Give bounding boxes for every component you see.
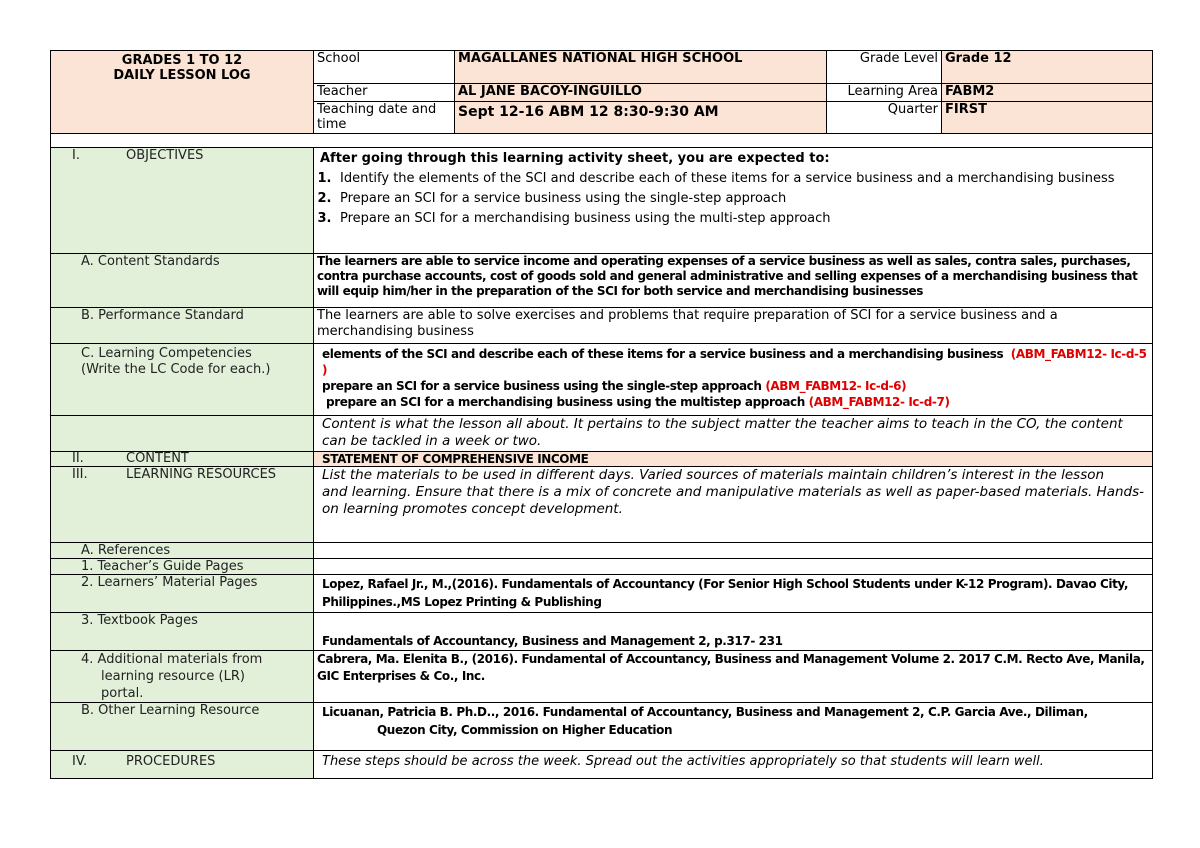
teachers-guide-value [314,559,1153,575]
content-roman: II. [72,451,84,466]
grade-level-value: Grade 12 [942,51,1153,84]
competencies-label-line1: C. Learning Competencies [81,346,252,361]
objectives-intro: After going through this learning activity sheet, you are expected to: [320,151,830,166]
procedures-text: These steps should be across the week. Spread out the activities appropriately so that students will learn well. [314,751,1153,779]
competencies-content [314,344,1153,416]
objectives-list [320,169,1146,229]
competency-code: (ABM_FABM12- Ic-d-6) [765,379,907,393]
learners-material-label: 2. Learners’ Material Pages [51,575,314,613]
content-standards-text: The learners are able to service income and operating expenses of a service business as well as sales, contra sales, purchases, contra purchase accounts, cost of goods sold and general administrative and selling expenses of a merchandising business that will equip him/her in the preparation of the SCI for both service and merchandising businesses [314,254,1153,308]
learning-resources-roman: III. [72,467,88,482]
learning-resources-line1: List the materials to be used in different days. Varied sources of materials maintain children’s interest in the lesson [322,467,1105,483]
objective-item: 1. Identify the elements of the SCI and describe each of these items for a service business and a merchandising business [336,169,1146,189]
lesson-log-table [50,50,1153,779]
teacher-value: AL JANE BACOY-INGUILLO [455,84,827,102]
other-resource-line2: Quezon City, Commission on Higher Education [377,723,673,737]
procedures-roman: IV. [72,754,88,769]
other-resource-label: B. Other Learning Resource [51,703,314,751]
learning-area-label: Learning Area [827,84,942,102]
performance-standard-text: The learners are able to solve exercises and problems that require preparation of SCI for a service business and a merchandising business [314,308,1153,344]
textbook-value: Fundamentals of Accountancy, Business and Management 2, p.317- 231 [314,613,1153,651]
objectives-title: OBJECTIVES [126,148,204,163]
content-note: Content is what the lesson all about. It pertains to the subject matter the teacher aims to teach in the CO, the content can be tackled in a week or two. [314,416,1153,452]
additional-materials-line3: portal. [101,686,144,701]
other-resource-line1: Licuanan, Patricia B. Ph.D.., 2016. Fundamental of Accountancy, Business and Management 2, C.P. Garcia Ave., Diliman, [322,705,1088,719]
log-title-line2: DAILY LESSON LOG [113,68,251,83]
competency-item [322,346,1149,378]
content-title: CONTENT [126,451,189,466]
teachers-guide-label: 1. Teacher’s Guide Pages [51,559,314,575]
procedures-label [51,751,314,779]
log-title-line1: GRADES 1 TO 12 [121,53,243,68]
competencies-label-line2: (Write the LC Code for each.) [81,362,271,377]
quarter-label: Quarter [827,102,942,134]
objective-item: 3. Prepare an SCI for a merchandising business using the multi-step approach [336,209,1146,229]
objective-item: 2. Prepare an SCI for a service business using the single-step approach [336,189,1146,209]
grade-level-label: Grade Level [827,51,942,84]
school-label: School [314,51,455,84]
competency-text: prepare an SCI for a service business using the single-step approach [322,379,762,393]
objectives-roman: I. [72,148,80,163]
competencies-label [51,344,314,416]
content-label [51,452,314,467]
textbook-label: 3. Textbook Pages [51,613,314,651]
learning-resources-title: LEARNING RESOURCES [126,467,277,482]
learners-material-value: Lopez, Rafael Jr., M.,(2016). Fundamentals of Accountancy (For Senior High School Students under K-12 Program). Davao City, Philippines.,MS Lopez Printing & Publishing [314,575,1153,613]
competency-item [322,394,1149,410]
learning-area-value: FABM2 [942,84,1153,102]
additional-materials-label [51,651,314,703]
spacer-row [51,134,1153,148]
performance-standard-label: B. Performance Standard [51,308,314,344]
competency-text: prepare an SCI for a merchandising business using the multistep approach [326,395,805,409]
procedures-title: PROCEDURES [126,754,216,769]
log-title [51,51,314,134]
other-resource-value [314,703,1153,751]
additional-materials-value: Cabrera, Ma. Elenita B., (2016). Fundamental of Accountancy, Business and Management Volume 2. 2017 C.M. Recto Ave, Manila, GIC Enterprises & Co., Inc. [314,651,1153,703]
references-label: A. References [51,543,314,559]
additional-materials-line1: 4. Additional materials from [81,652,263,667]
learning-resources-line2: and learning. Ensure that there is a mix of concrete and manipulative materials as well as paper-based materials. Hands-on learning promotes concept development. [322,484,1145,517]
competency-text: elements of the SCI and describe each of these items for a service business and a merchandising business [322,347,1004,361]
learning-resources-label [51,467,314,543]
daily-lesson-log [50,50,1152,779]
quarter-value: FIRST [942,102,1153,134]
teacher-label: Teacher [314,84,455,102]
objectives-label [51,148,314,254]
school-value: MAGALLANES NATIONAL HIGH SCHOOL [455,51,827,84]
learning-resources-content [314,467,1153,543]
additional-materials-line2: learning resource (LR) [101,669,245,684]
references-value [314,543,1153,559]
competency-item [322,378,1149,394]
content-standards-label: A. Content Standards [51,254,314,308]
objectives-content [314,148,1153,254]
content-note-label-cell [51,416,314,452]
competency-code: (ABM_FABM12- Ic-d-5 ) [322,347,1147,377]
date-value: Sept 12-16 ABM 12 8:30-9:30 AM [455,102,827,134]
date-label: Teaching date and time [314,102,455,134]
competency-code: (ABM_FABM12- Ic-d-7) [808,395,950,409]
content-value: STATEMENT OF COMPREHENSIVE INCOME [314,452,1153,467]
